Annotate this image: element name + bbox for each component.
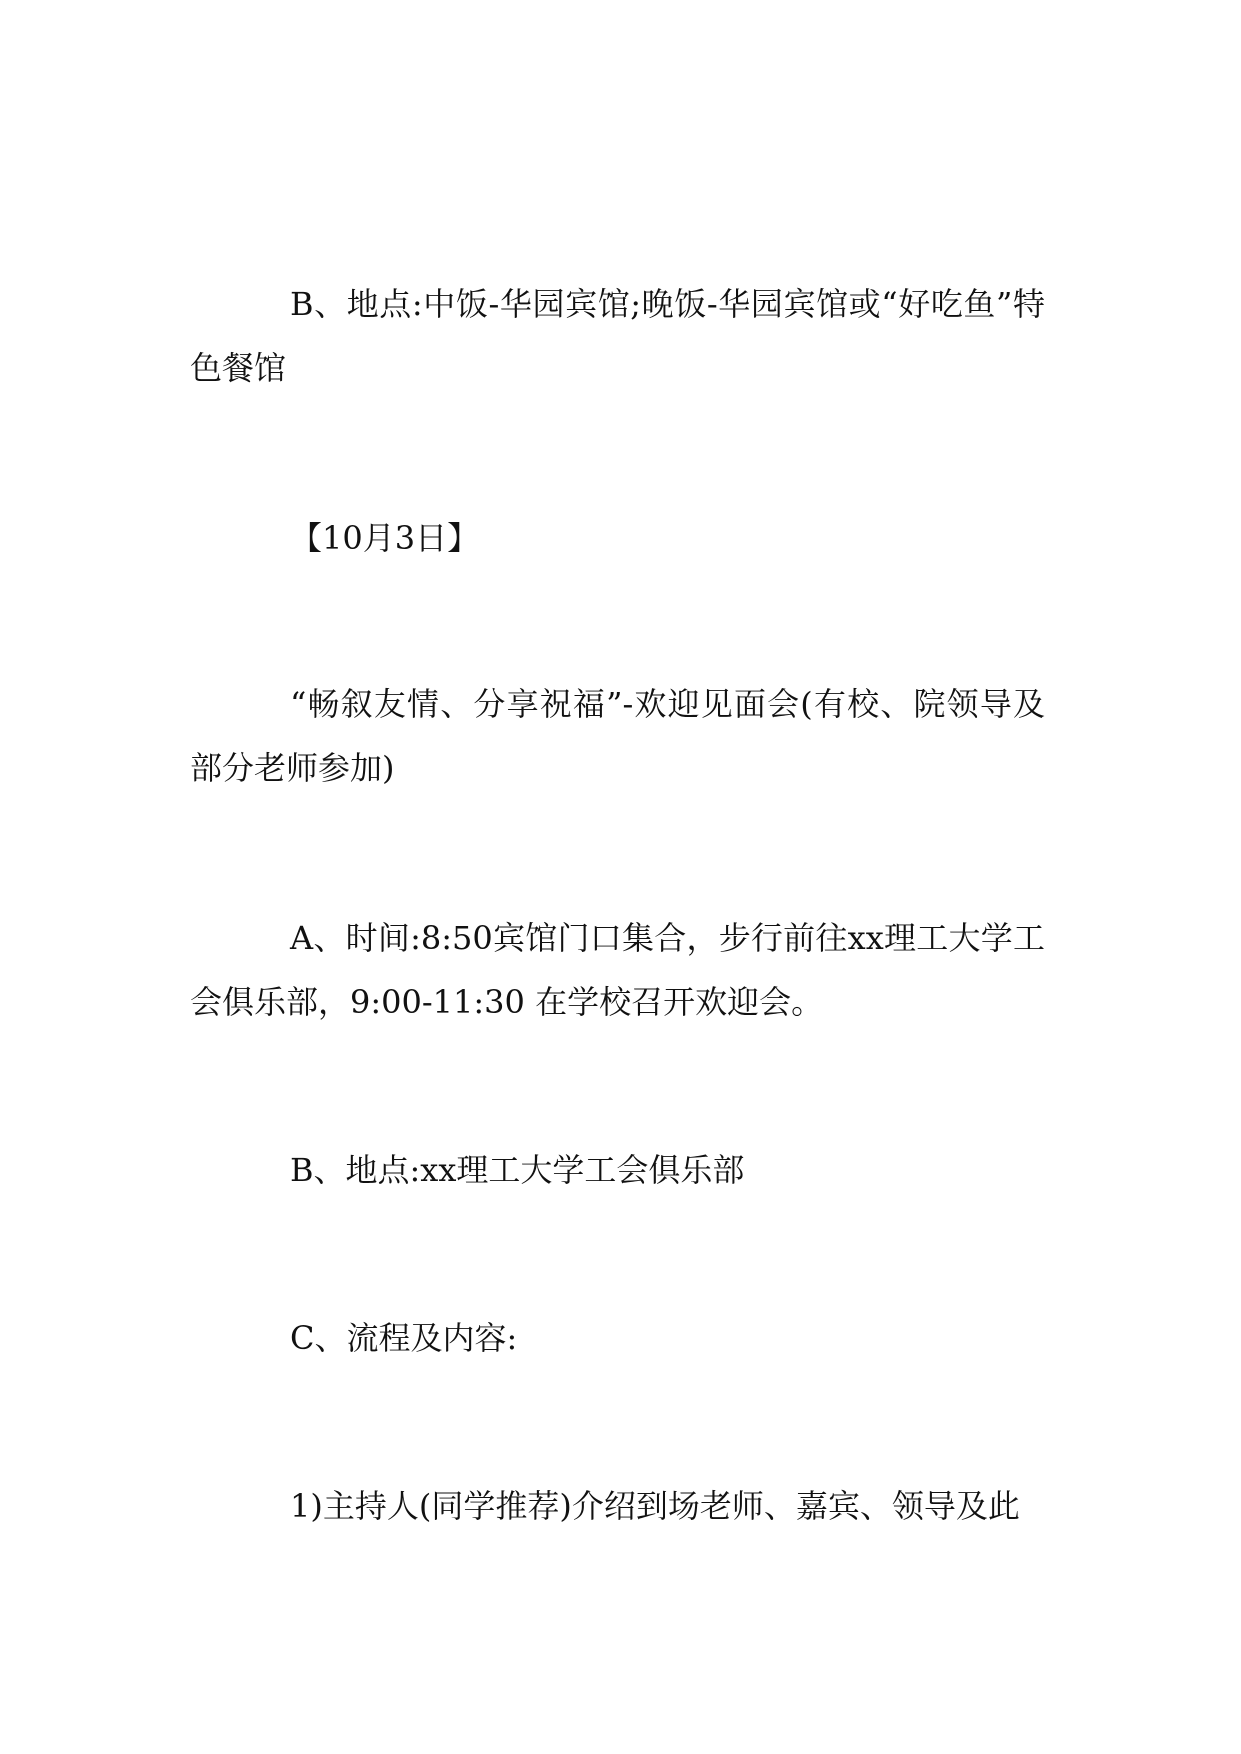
paragraph-dinner-location: B、地点:中饭-华园宾馆;晚饭-华园宾馆或“好吃鱼”特色餐馆 — [190, 285, 1045, 387]
paragraph-process-heading: C、流程及内容: — [290, 1319, 518, 1357]
paragraph-meeting-time: A、时间:8:50宾馆门口集合，步行前往xx理工大学工会俱乐部，9:00-11:30 在学校召开欢迎会。 — [190, 919, 1045, 1021]
paragraph-host-intro: 1)主持人(同学推荐)介绍到场老师、嘉宾、领导及此 — [290, 1487, 1020, 1525]
paragraph-date-heading: 【10月3日】 — [290, 519, 480, 557]
paragraph-meeting-location: B、地点:xx理工大学工会俱乐部 — [290, 1151, 745, 1189]
paragraph-welcome-meeting: “畅叙友情、分享祝福”-欢迎见面会(有校、院领导及部分老师参加) — [190, 685, 1045, 787]
